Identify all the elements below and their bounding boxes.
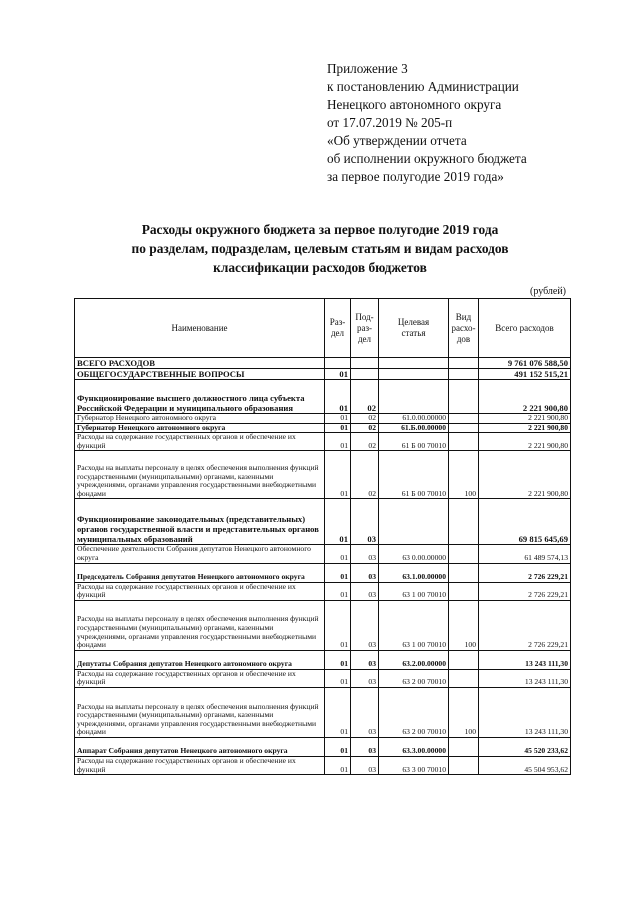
table-row xyxy=(75,414,571,424)
table-row xyxy=(75,423,571,433)
row-type xyxy=(449,650,479,669)
row-section: 01 xyxy=(325,582,351,600)
table-row xyxy=(75,582,571,600)
row-section: 01 xyxy=(325,545,351,563)
row-name: Расходы на выплаты персоналу в целях обеспечения выполнения функций государственными (муниципальными) органами, казенными учреждениями, органами управления государственными внебюджетными фондами xyxy=(75,451,325,499)
row-subsection: 02 xyxy=(351,451,379,499)
row-subsection: 03 xyxy=(351,499,379,545)
row-name: Обеспечение деятельности Собрания депутатов Ненецкого автономного округа xyxy=(75,545,325,563)
row-subsection xyxy=(351,358,379,369)
row-section xyxy=(325,358,351,369)
row-total: 2 221 900,80 xyxy=(479,451,571,499)
row-total: 45 520 233,62 xyxy=(479,737,571,756)
row-subsection: 02 xyxy=(351,423,379,433)
row-total: 2 221 900,80 xyxy=(479,423,571,433)
appendix-line: «Об утверждении отчета xyxy=(327,133,467,148)
row-target: 61.0.00.00000 xyxy=(379,414,449,424)
row-subsection: 03 xyxy=(351,545,379,563)
row-total: 491 152 515,21 xyxy=(479,369,571,380)
table-row xyxy=(75,600,571,650)
row-section: 01 xyxy=(325,499,351,545)
row-total: 2 221 900,80 xyxy=(479,433,571,451)
row-total: 13 243 111,30 xyxy=(479,650,571,669)
row-target: 61 Б 00 70010 xyxy=(379,451,449,499)
appendix-line: к постановлению Администрации xyxy=(327,79,519,94)
row-type xyxy=(449,414,479,424)
row-name: ОБЩЕГОСУДАРСТВЕННЫЕ ВОПРОСЫ xyxy=(75,369,325,380)
row-name: Аппарат Собрания депутатов Ненецкого автономного округа xyxy=(75,737,325,756)
header-target: Целевая статья xyxy=(379,299,449,358)
row-total: 2 221 900,80 xyxy=(479,414,571,424)
row-type xyxy=(449,563,479,582)
row-name: Функционирование законодательных (представительных) органов государственной власти и представительных органов муниципальных образований xyxy=(75,499,325,545)
row-subsection: 03 xyxy=(351,582,379,600)
row-target: 63.3.00.00000 xyxy=(379,737,449,756)
row-total: 2 726 229,21 xyxy=(479,582,571,600)
table-row xyxy=(75,451,571,499)
row-section: 01 xyxy=(325,600,351,650)
row-name: Губернатор Ненецкого автономного округа xyxy=(75,423,325,433)
table-row xyxy=(75,545,571,563)
row-total: 13 243 111,30 xyxy=(479,687,571,737)
row-total: 9 761 076 588,50 xyxy=(479,358,571,369)
row-subsection: 03 xyxy=(351,687,379,737)
row-type xyxy=(449,545,479,563)
appendix-line: за первое полугодие 2019 года» xyxy=(327,169,504,184)
table-row xyxy=(75,499,571,545)
units-label: (рублей) xyxy=(530,286,567,297)
row-type xyxy=(449,423,479,433)
row-total: 69 815 645,69 xyxy=(479,499,571,545)
title-line: по разделам, подразделам, целевым статьям и видам расходов xyxy=(131,241,509,256)
row-subsection: 02 xyxy=(351,414,379,424)
row-subsection: 03 xyxy=(351,600,379,650)
table-row xyxy=(75,669,571,687)
row-section: 01 xyxy=(325,414,351,424)
header-total: Всего расходов xyxy=(479,299,571,358)
title-line: Расходы окружного бюджета за первое полугодие 2019 года xyxy=(141,222,499,237)
row-target xyxy=(379,499,449,545)
row-section: 01 xyxy=(325,433,351,451)
row-type: 100 xyxy=(449,687,479,737)
row-target: 63 2 00 70010 xyxy=(379,687,449,737)
appendix-line: об исполнении окружного бюджета xyxy=(327,151,527,166)
row-target: 63.2.00.00000 xyxy=(379,650,449,669)
row-type xyxy=(449,369,479,380)
row-name: Депутаты Собрания депутатов Ненецкого автономного округа xyxy=(75,650,325,669)
budget-table xyxy=(74,298,571,775)
row-target: 63.1.00.00000 xyxy=(379,563,449,582)
row-name: Председатель Собрания депутатов Ненецкого автономного округа xyxy=(75,563,325,582)
row-section: 01 xyxy=(325,451,351,499)
appendix-block xyxy=(327,60,617,186)
row-section: 01 xyxy=(325,563,351,582)
table-header-row xyxy=(75,299,571,358)
row-type xyxy=(449,737,479,756)
row-target: 63 3 00 70010 xyxy=(379,756,449,774)
row-subsection: 03 xyxy=(351,737,379,756)
row-section: 01 xyxy=(325,423,351,433)
row-section: 01 xyxy=(325,687,351,737)
header-section: Раз- дел xyxy=(325,299,351,358)
row-name: ВСЕГО РАСХОДОВ xyxy=(75,358,325,369)
row-section: 01 xyxy=(325,669,351,687)
row-section: 01 xyxy=(325,369,351,380)
row-name: Губернатор Ненецкого автономного округа xyxy=(75,414,325,424)
table-row xyxy=(75,756,571,774)
row-type: 100 xyxy=(449,600,479,650)
row-target xyxy=(379,358,449,369)
row-name: Расходы на содержание государственных органов и обеспечение их функций xyxy=(75,669,325,687)
row-name: Расходы на выплаты персоналу в целях обеспечения выполнения функций государственными (муниципальными) органами, казенными учреждениями, органами управления государственными внебюджетными фондами xyxy=(75,687,325,737)
table-row xyxy=(75,687,571,737)
header-subsection: Под- раз- дел xyxy=(351,299,379,358)
row-type xyxy=(449,380,479,414)
row-subsection: 02 xyxy=(351,380,379,414)
row-name: Расходы на содержание государственных органов и обеспечение их функций xyxy=(75,756,325,774)
row-total: 61 489 574,13 xyxy=(479,545,571,563)
row-type xyxy=(449,433,479,451)
row-section: 01 xyxy=(325,737,351,756)
row-type xyxy=(449,582,479,600)
table-row xyxy=(75,737,571,756)
row-subsection: 03 xyxy=(351,650,379,669)
row-type xyxy=(449,358,479,369)
title-line: классификации расходов бюджетов xyxy=(213,260,427,275)
row-name: Расходы на содержание государственных органов и обеспечение их функций xyxy=(75,433,325,451)
row-target: 63 2 00 70010 xyxy=(379,669,449,687)
row-section: 01 xyxy=(325,756,351,774)
header-name: Наименование xyxy=(75,299,325,358)
row-total: 13 243 111,30 xyxy=(479,669,571,687)
row-name: Расходы на выплаты персоналу в целях обеспечения выполнения функций государственными (муниципальными) органами, казенными учреждениями, органами управления государственными внебюджетными фондами xyxy=(75,600,325,650)
table-body xyxy=(75,358,571,775)
row-type: 100 xyxy=(449,451,479,499)
table-row xyxy=(75,369,571,380)
row-total: 45 504 953,62 xyxy=(479,756,571,774)
table-row xyxy=(75,563,571,582)
row-section: 01 xyxy=(325,380,351,414)
row-target: 61.Б.00.00000 xyxy=(379,423,449,433)
row-target: 61 Б 00 70010 xyxy=(379,433,449,451)
appendix-line: Приложение 3 xyxy=(327,61,408,76)
row-subsection: 02 xyxy=(351,433,379,451)
row-subsection xyxy=(351,369,379,380)
header-type: Вид расхо- дов xyxy=(449,299,479,358)
row-name: Расходы на содержание государственных органов и обеспечение их функций xyxy=(75,582,325,600)
row-type xyxy=(449,756,479,774)
document-title xyxy=(60,220,580,277)
row-total: 2 221 900,80 xyxy=(479,380,571,414)
row-target xyxy=(379,380,449,414)
appendix-line: Ненецкого автономного округа xyxy=(327,97,502,112)
row-total: 2 726 229,21 xyxy=(479,600,571,650)
row-subsection: 03 xyxy=(351,756,379,774)
row-target: 63 1 00 70010 xyxy=(379,582,449,600)
row-type xyxy=(449,669,479,687)
table-row xyxy=(75,433,571,451)
row-subsection: 03 xyxy=(351,563,379,582)
row-total: 2 726 229,21 xyxy=(479,563,571,582)
row-name: Функционирование высшего должностного лица субъекта Российской Федерации и муниципального образования xyxy=(75,380,325,414)
row-subsection: 03 xyxy=(351,669,379,687)
row-type xyxy=(449,499,479,545)
table-row xyxy=(75,650,571,669)
row-target xyxy=(379,369,449,380)
table-row xyxy=(75,380,571,414)
row-section: 01 xyxy=(325,650,351,669)
table-row xyxy=(75,358,571,369)
row-target: 63 1 00 70010 xyxy=(379,600,449,650)
appendix-line: от 17.07.2019 № 205-п xyxy=(327,115,453,130)
row-target: 63 0.00.00000 xyxy=(379,545,449,563)
